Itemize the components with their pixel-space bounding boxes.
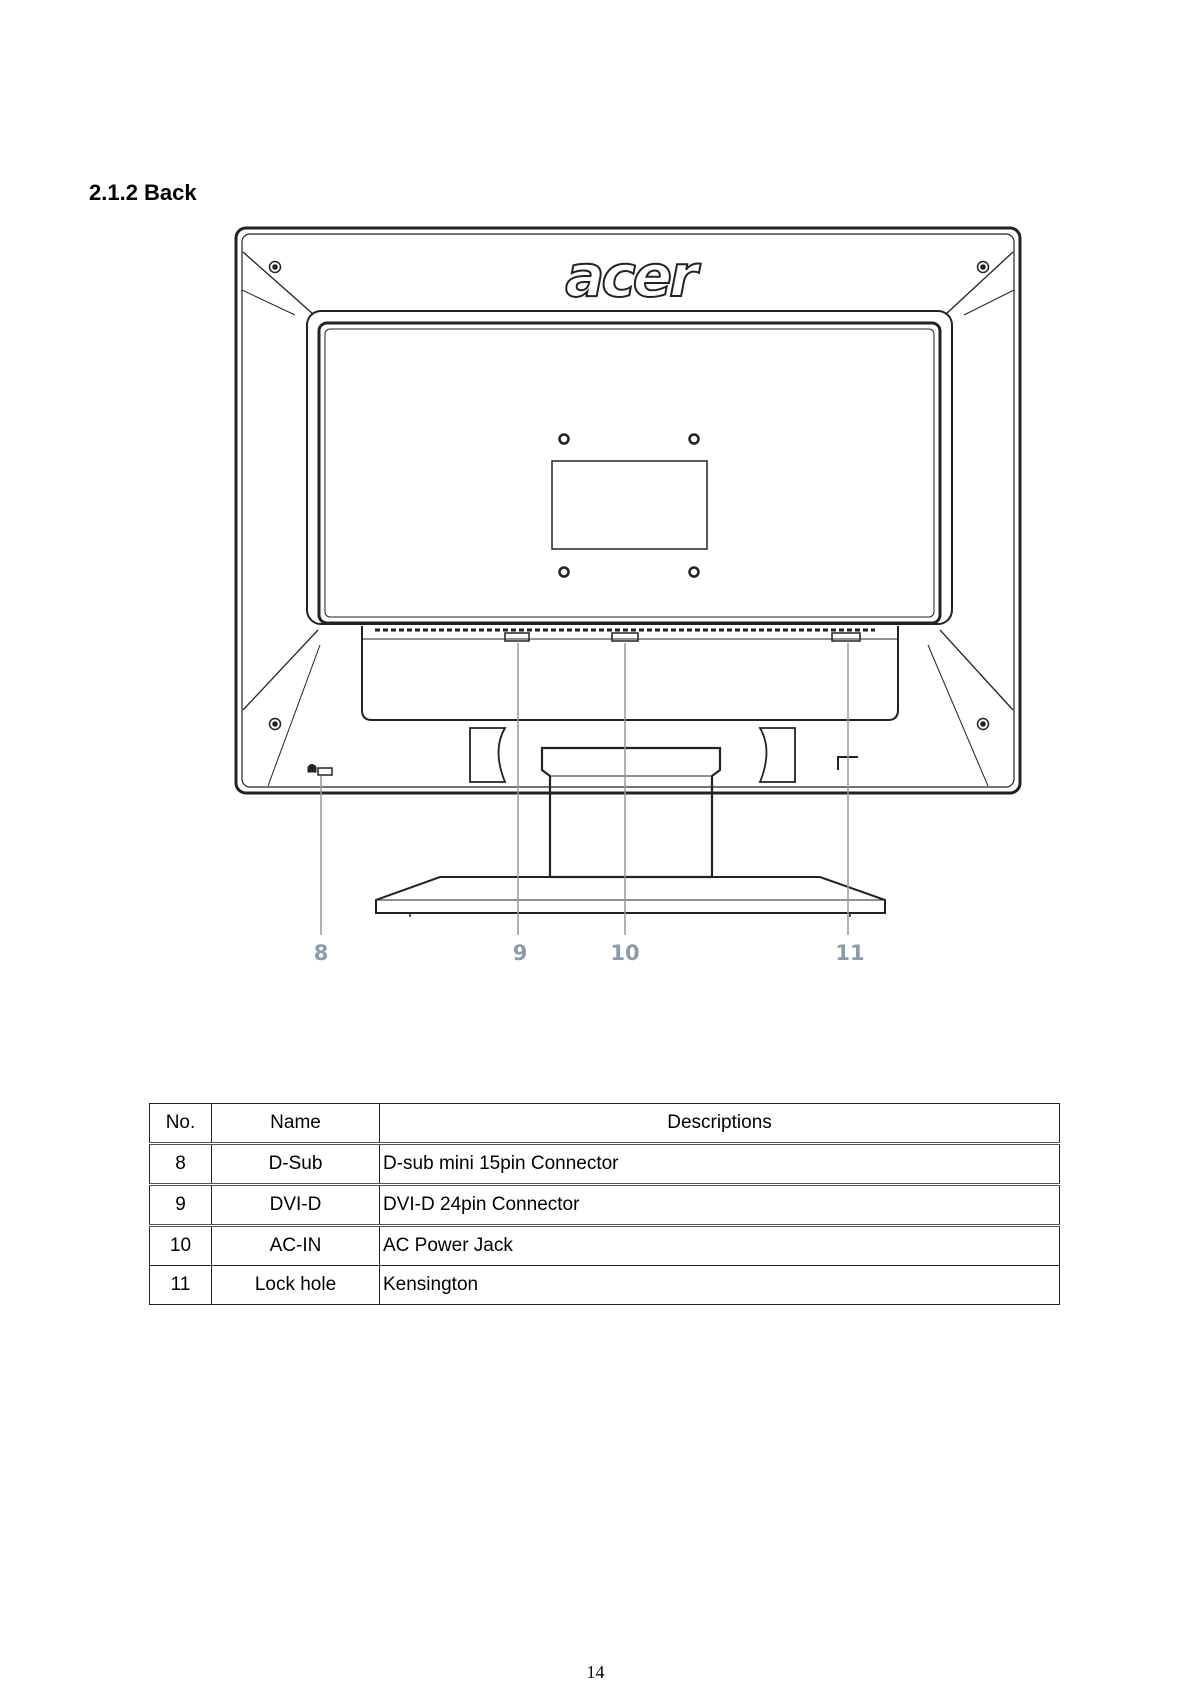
cell-name: DVI-D	[212, 1185, 380, 1226]
connector-ac	[832, 633, 860, 641]
screw-bottom-left	[270, 719, 281, 730]
cell-no: 9	[150, 1185, 212, 1226]
page-number: 14	[586, 1662, 605, 1682]
table-row	[150, 1185, 1060, 1226]
cell-no: 8	[150, 1144, 212, 1185]
connector-dsub	[505, 633, 529, 641]
callout-9: 9	[512, 941, 528, 965]
acer-logo: acer	[565, 242, 695, 310]
cell-no: 10	[150, 1226, 212, 1266]
header-name: Name	[212, 1104, 380, 1144]
cell-name: D-Sub	[212, 1144, 380, 1185]
stand-neck	[542, 748, 720, 877]
connector-bay	[362, 626, 898, 720]
table-row	[150, 1266, 1060, 1305]
connector-table	[149, 1103, 1060, 1305]
cell-name: AC-IN	[212, 1226, 380, 1266]
cell-name: Lock hole	[212, 1266, 380, 1305]
screw-top-right	[978, 262, 989, 273]
back-panel-inner	[319, 323, 940, 623]
vesa-label-area	[552, 461, 707, 549]
screw-top-left	[270, 262, 281, 273]
section-heading: 2.1.2 Back	[89, 180, 197, 205]
header-no: No.	[150, 1104, 212, 1144]
cable-clip-left	[470, 728, 505, 782]
cell-description: Kensington	[380, 1266, 1060, 1305]
cell-description: D-sub mini 15pin Connector	[380, 1144, 1060, 1185]
stand-base	[376, 877, 885, 913]
vesa-hole	[690, 568, 699, 577]
table-row	[150, 1226, 1060, 1266]
screw-bottom-right	[978, 719, 989, 730]
vesa-hole	[690, 435, 699, 444]
cell-description: DVI-D 24pin Connector	[380, 1185, 1060, 1226]
vesa-hole	[560, 435, 569, 444]
cell-no: 11	[150, 1266, 212, 1305]
table-header-row	[150, 1104, 1060, 1144]
callout-8: 8	[313, 941, 329, 965]
cable-clip-right	[760, 728, 795, 782]
connector-dvi	[612, 633, 638, 641]
callout-10: 10	[610, 941, 640, 965]
cell-description: AC Power Jack	[380, 1226, 1060, 1266]
monitor-outer-frame	[236, 228, 1020, 793]
header-descriptions: Descriptions	[380, 1104, 1060, 1144]
vesa-hole	[560, 568, 569, 577]
callout-11: 11	[835, 941, 865, 965]
back-panel	[307, 311, 952, 624]
table-row	[150, 1144, 1060, 1185]
kensington-lock	[318, 768, 332, 775]
